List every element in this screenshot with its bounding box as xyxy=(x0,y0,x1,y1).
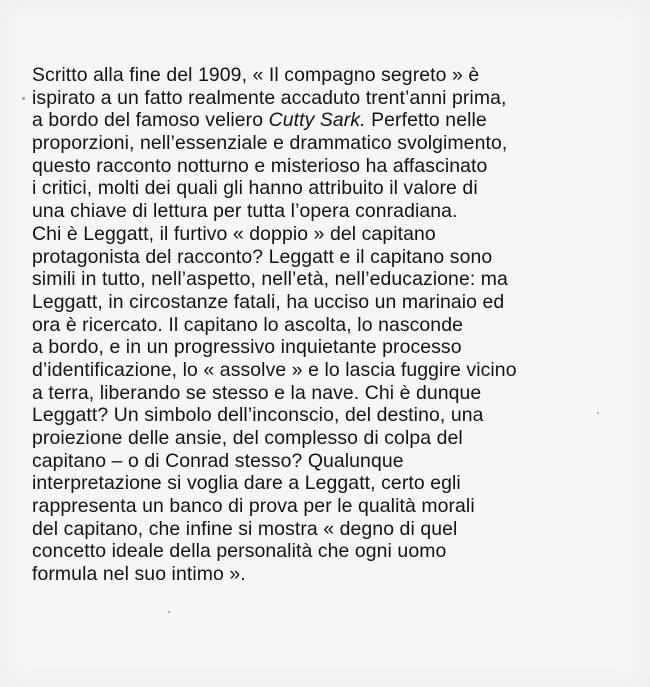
text-line xyxy=(32,404,642,427)
text-run: a bordo, e in un progressivo inquietante processo xyxy=(32,336,462,359)
text-line xyxy=(32,246,642,269)
text-run: ora è ricercato. Il capitano lo ascolta, lo nasconde xyxy=(32,313,463,336)
text-line xyxy=(32,291,642,314)
text-line xyxy=(32,518,642,541)
text-run: proporzioni, nell’essenziale e drammatico svolgimento, xyxy=(32,132,508,155)
text-run: Chi è Leggatt, il furtivo « doppio » del capitano xyxy=(32,222,436,245)
blurb-text xyxy=(32,64,642,586)
text-line xyxy=(32,200,642,223)
text-run: i critici, molti dei quali gli hanno attribuito il valore di xyxy=(32,177,478,200)
text-run: Leggatt? Un simbolo dell’inconscio, del destino, una xyxy=(32,404,484,427)
text-line xyxy=(32,132,642,155)
text-line xyxy=(32,336,642,359)
text-line xyxy=(32,472,642,495)
text-line xyxy=(32,563,642,586)
text-run: a terra, liberando se stesso e la nave. Chi è dunque xyxy=(32,381,482,404)
paper-speck xyxy=(22,97,25,100)
text-line xyxy=(32,155,642,178)
text-run: capitano – o di Conrad stesso? Qualunque xyxy=(32,449,404,472)
text-run: rappresenta un banco di prova per le qualità morali xyxy=(32,495,475,518)
text-line xyxy=(32,64,642,87)
text-line xyxy=(32,177,642,200)
text-line xyxy=(32,359,642,382)
text-run: simili in tutto, nell’aspetto, nell’età, nell’educazione: ma xyxy=(32,268,508,291)
text-line xyxy=(32,427,642,450)
text-line xyxy=(32,450,642,473)
text-run: protagonista del racconto? Leggatt e il capitano sono xyxy=(32,245,493,268)
text-run: a bordo del famoso veliero xyxy=(32,109,269,132)
paper-speck xyxy=(168,611,170,613)
text-run: Leggatt, in circostanze fatali, ha ucciso un marinaio ed xyxy=(32,290,505,313)
text-run: concetto ideale della personalità che ogni uomo xyxy=(32,540,447,563)
text-line xyxy=(32,314,642,337)
text-line xyxy=(32,87,642,110)
text-line xyxy=(32,495,642,518)
text-run: del capitano, che infine si mostra « degno di quel xyxy=(32,517,458,540)
text-run: ispirato a un fatto realmente accaduto trent’anni prima, xyxy=(32,86,507,109)
text-run: Scritto alla fine del 1909, « Il compagno segreto » è xyxy=(32,64,480,86)
text-run: formula nel suo intimo ». xyxy=(32,563,246,586)
text-line xyxy=(32,268,642,291)
text-run: questo racconto notturno e misterioso ha affascinato xyxy=(32,154,488,177)
text-line xyxy=(32,109,642,132)
text-run: d’identificazione, lo « assolve » e lo lascia fuggire vicino xyxy=(32,358,517,381)
italic-title: Cutty Sark. xyxy=(268,109,366,132)
text-line xyxy=(32,382,642,405)
text-run: interpretazione si voglia dare a Leggatt, certo egli xyxy=(32,472,461,495)
text-line xyxy=(32,540,642,563)
text-run: una chiave di lettura per tutta l’opera conradiana. xyxy=(32,200,458,223)
text-run: Perfetto nelle xyxy=(365,109,487,132)
text-run: proiezione delle ansie, del complesso di colpa del xyxy=(32,427,463,449)
text-line xyxy=(32,223,642,246)
